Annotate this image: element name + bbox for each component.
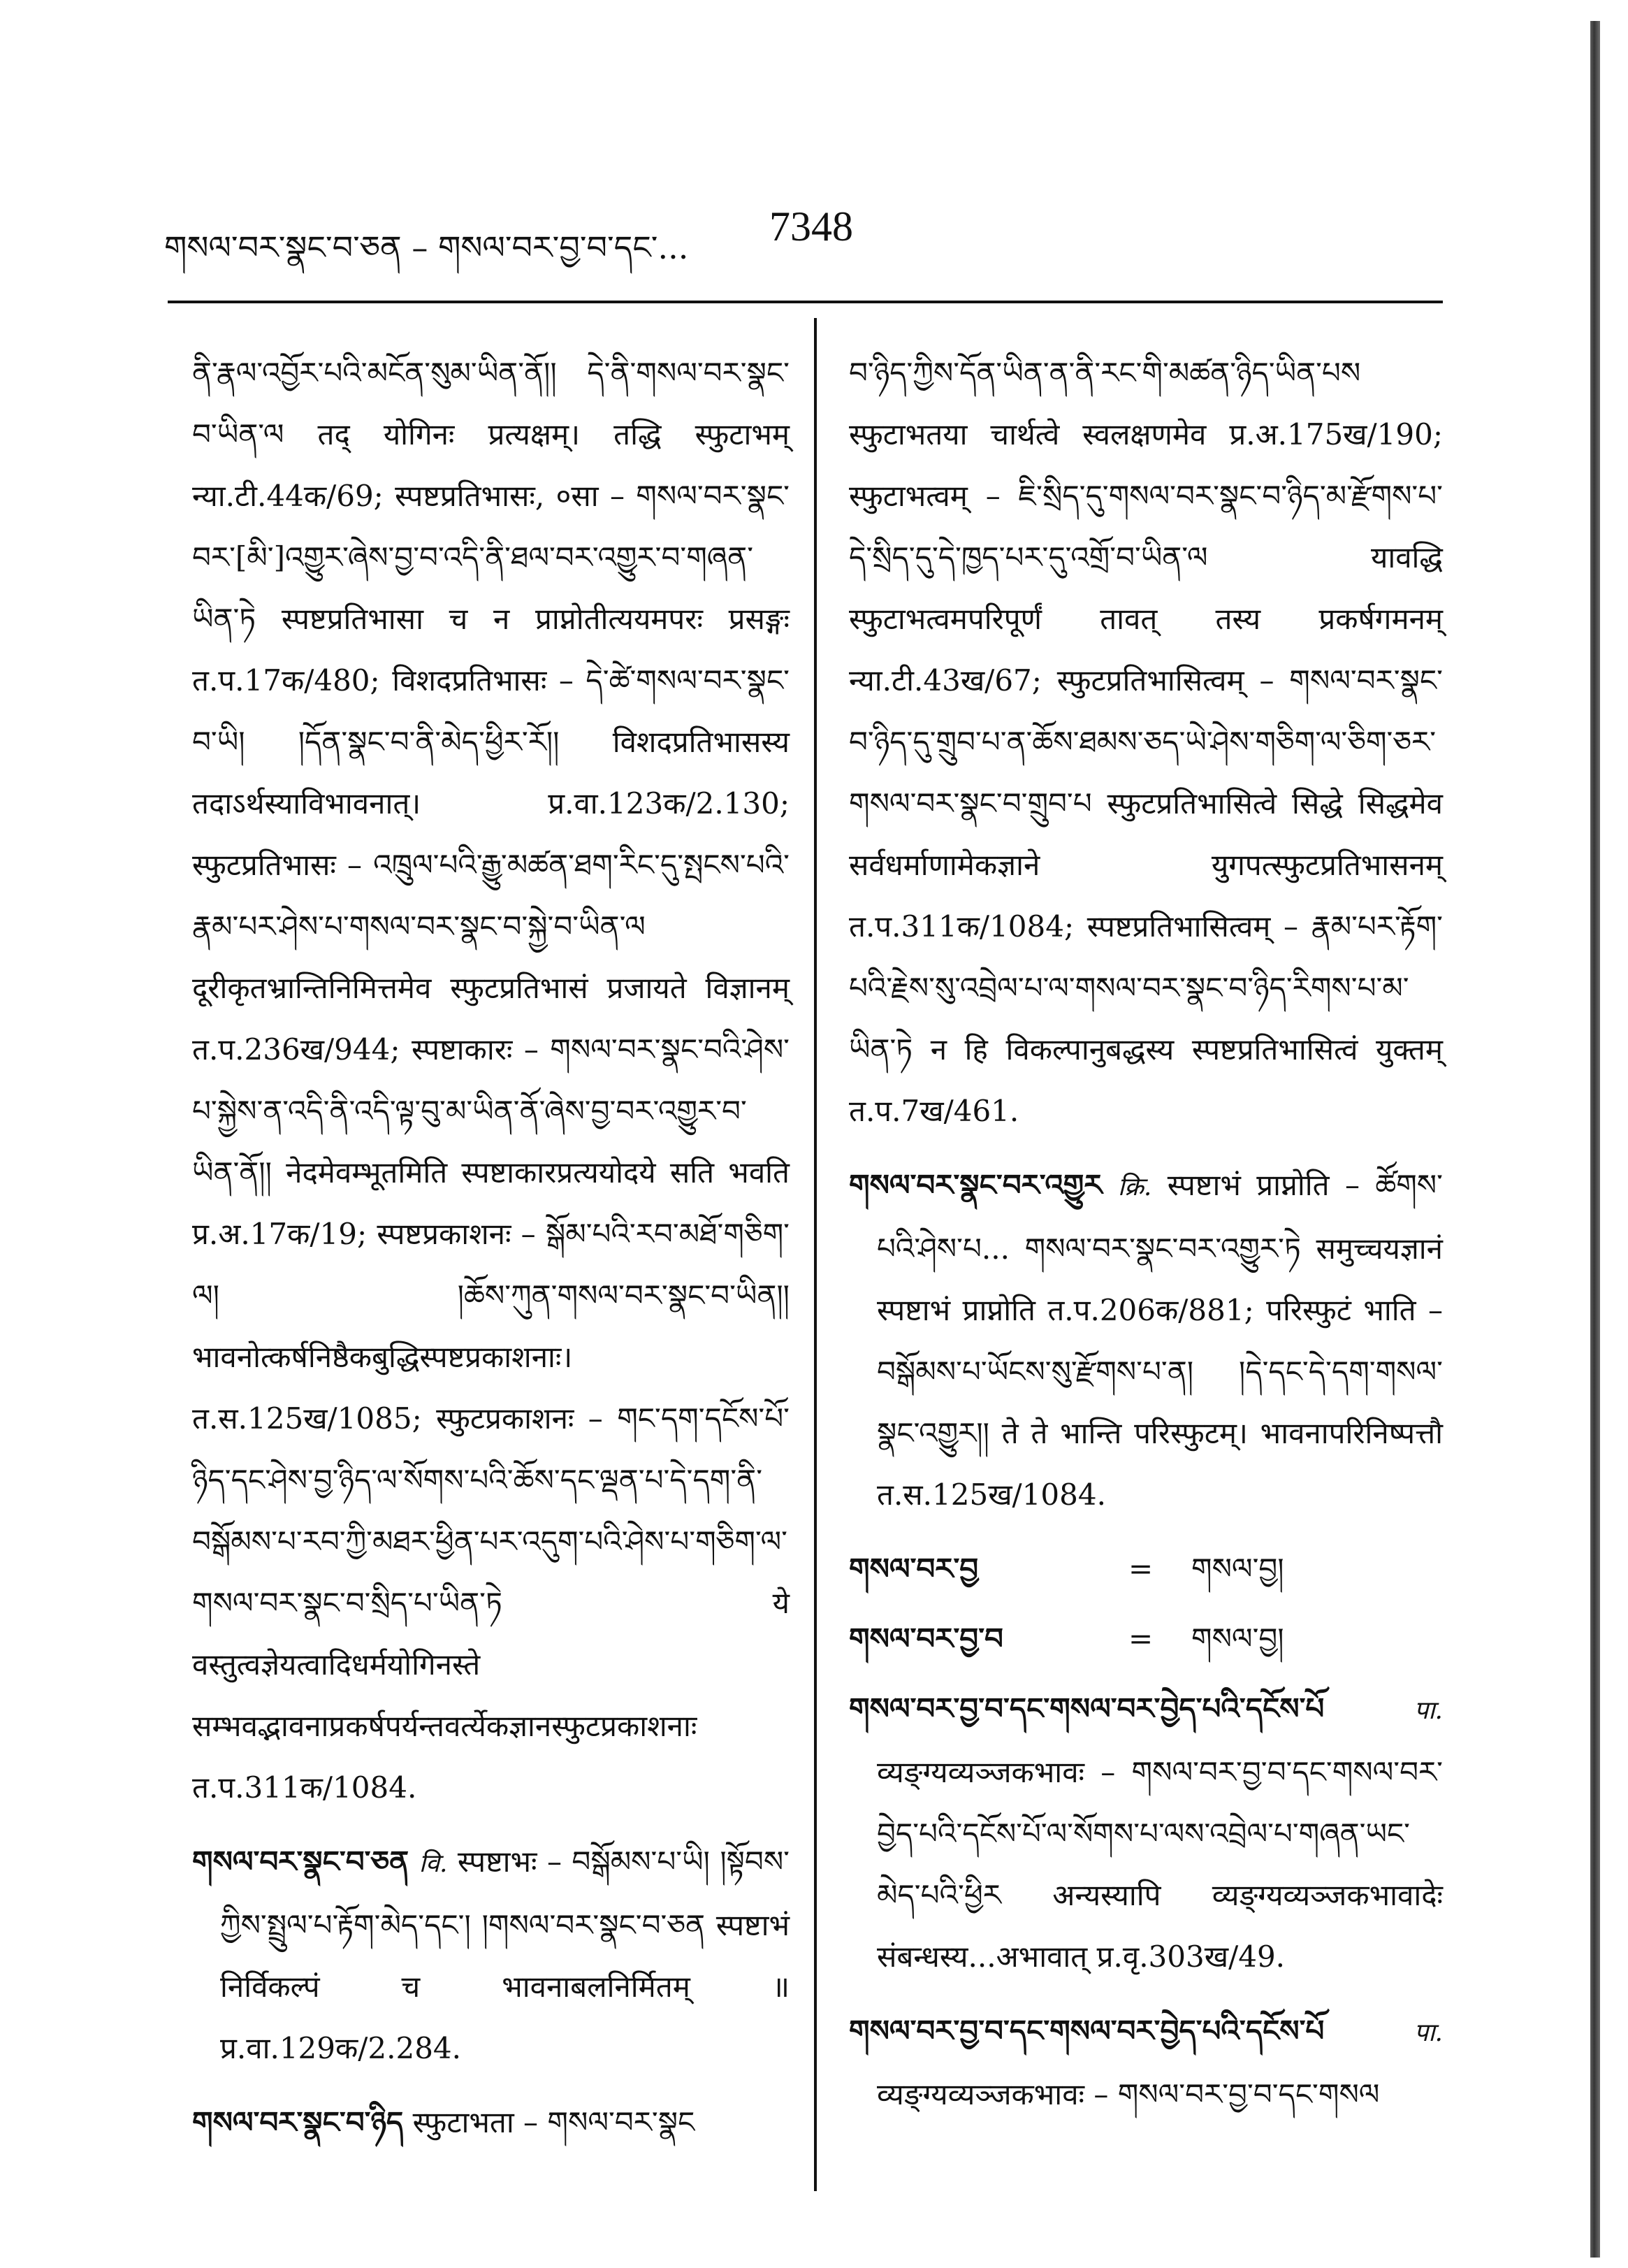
- entry-headword: གསལ་བར་སྣང་བ་ཉིད: [192, 2105, 404, 2139]
- entry-text: व्यङ्ग्यव्यञ्जकभावः – གསལ་བར་བྱ་བ་དང་གསལ་བར་བྱེད་པའི་དངོས་པོ་ལ་སོགས་པ་ལས་འབྲེལ་པ་གཞན་ཡང་མེད་པའི་ཕྱིར अन्यस्यापि व्यङ्ग्यव्यञ्जकभावादेः संबन्धस्य...अभावात् प्र.वृ.303ख/49.: [877, 1755, 1443, 1974]
- entry-headword: གསལ་བར་སྣང་བ་ཅན: [192, 1844, 409, 1879]
- page-header: [157, 203, 1450, 266]
- dictionary-entry: [849, 1678, 1443, 1988]
- entry-headword: གསལ་བར་བྱ་བ་དང་གསལ་བར་བྱེད་པའི་དངོས་པོ: [849, 2014, 1325, 2048]
- entry-grammar-label: पा.: [1413, 2018, 1443, 2047]
- xref-equals: =: [1128, 1621, 1154, 1656]
- entry-continuation: [192, 342, 790, 1819]
- xref-word: གསལ་བར་བྱ་བ: [849, 1621, 1003, 1656]
- entry-grammar-label: पा.: [1413, 1696, 1443, 1725]
- entry-grammar-label: वि.: [419, 1849, 448, 1878]
- cross-reference: [849, 1538, 1443, 1600]
- entry-text: स्पष्टाभः – བསྒོམས་པ་ཡི། །སྟོབས་ཀྱིས་སྤྲུལ་པ་རྟོག་མེད་དང་། །གསལ་བར་སྣང་བ་ཅན स्पष्टाभं निर्विकल्पं च भावनाबलनिर्मितम् ॥ प्र.वा.129क/2.284.: [220, 1844, 790, 2065]
- column-divider: [814, 318, 817, 2191]
- header-rule: [168, 301, 1443, 303]
- left-column: [192, 342, 790, 2166]
- entry-headword: གསལ་བར་བྱ་བ་དང་གསལ་བར་བྱེད་པའི་དངོས་པོ: [849, 1691, 1325, 1726]
- entry-continuation: [849, 342, 1443, 1142]
- entry-text: བ་ཉིད་ཀྱིས་དོན་ཡིན་ན་ནི་རང་གི་མཚན་ཉིད་ཡིན་པས स्फुटाभतया चार्थत्वे स्वलक्षणमेव प्र.अ.175ख/190; स्फुटाभत्वम् – ཇི་སྲིད་དུ་གསལ་བར་སྣང་བ་ཉིད་མ་རྫོགས་པ་དེ་སྲིད་དུ་དེ་ཁྱད་པར་དུ་འགྲོ་བ་ཡིན་ལ यावद्धि स्फुटाभत्वमपरिपूर्णं तावत् तस्य प्रकर्षगमनम् न्या.टी.43ख/67; स्फुटप्रतिभासित्वम् – གསལ་བར་སྣང་བ་ཉིད་དུ་གྲུབ་པ་ན་ཆོས་ཐམས་ཅད་ཡེ་ཤེས་གཅིག་ལ་ཅིག་ཅར་གསལ་བར་སྣང་བ་གྲུབ་པ स्फुटप्रतिभासित्वे सिद्धे सिद्धमेव सर्वधर्माणामेकज्ञाने युगपत्स्फुटप्रतिभासनम् त.प.311क/1084; स्पष्टप्रतिभासित्वम् – རྣམ་པར་རྟོག་པའི་རྗེས་སུ་འབྲེལ་པ་ལ་གསལ་བར་སྣང་བ་ཉིད་རིགས་པ་མ་ཡིན་ཏེ न हि विकल्पानुबद्धस्य स्पष्टप्रतिभासित्वं युक्तम् त.प.7ख/461.: [849, 356, 1443, 1128]
- right-column: [849, 342, 1443, 2138]
- xref-target: གསལ་བྱ།: [1191, 1621, 1284, 1656]
- dictionary-entry: [192, 2092, 790, 2153]
- entry-text: ནི་རྣལ་འབྱོར་པའི་མངོན་སུམ་ཡིན་ནོ།། དེ་ནི་གསལ་བར་སྣང་བ་ཡིན་ལ तद् योगिनः प्रत्यक्षम्। तद्धि स्फुटाभम् न्या.टी.44क/69; स्पष्टप्रतिभासः, ०सा – གསལ་བར་སྣང་བར་[མི་]འགྱུར་ཞེས་བྱ་བ་འདི་ནི་ཐལ་བར་འགྱུར་བ་གཞན་ཡིན་ཏེ स्पष्टप्रतिभासा च न प्राप्नोतीत्ययमपरः प्रसङ्गः त.प.17क/480; विशदप्रतिभासः – དེ་ཚེ་གསལ་བར་སྣང་བ་ཡི། །དོན་སྣང་བ་ནི་མེད་ཕྱིར་རོ།། विशदप्रतिभासस्य तदाऽर्थस्याविभावनात्। प्र.वा.123क/2.130; स्फुटप्रतिभासः – འཁྲུལ་པའི་རྒྱུ་མཚན་ཐག་རིང་དུ་སྤངས་པའི་རྣམ་པར་ཤེས་པ་གསལ་བར་སྣང་བ་སྐྱེ་བ་ཡིན་ལ दूरीकृतभ्रान्तिनिमित्तमेव स्फुटप्रतिभासं प्रजायते विज्ञानम् त.प.236ख/944; स्पष्टाकारः – གསལ་བར་སྣང་བའི་ཤེས་པ་སྐྱེས་ན་འདི་ནི་འདི་ལྟ་བུ་མ་ཡིན་ནོ་ཞེས་བྱ་བར་འགྱུར་བ་ཡིན་ནོ།། नेदमेवम्भूतमिति स्पष्टाकारप्रत्ययोदये सति भवति प्र.अ.17क/19; स्पष्टप्रकाशनः – སྒོམ་པའི་རབ་མཐོ་གཅིག་ལ། །ཆོས་ཀུན་གསལ་བར་སྣང་བ་ཡིན།། भावनोत्कर्षनिष्ठैकबुद्धिस्पष्टप्रकाशनाः। त.स.125ख/1085; स्फुटप्रकाशनः – གང་དག་དངོས་པོ་ཉིད་དང་ཤེས་བྱ་ཉིད་ལ་སོགས་པའི་ཆོས་དང་ལྡན་པ་དེ་དག་ནི་བསྒོམས་པ་རབ་ཀྱི་མཐར་ཕྱིན་པར་འདུག་པའི་ཤེས་པ་གཅིག་ལ་གསལ་བར་སྣང་བ་སྲིད་པ་ཡིན་ཏེ ये वस्तुत्वज्ञेयत्वादिधर्मयोगिनस्ते सम्भवद्भावनाप्रकर्षपर्यन्तवर्त्येकज्ञानस्फुटप्रकाशनाः त.प.311क/1084.: [192, 356, 790, 1805]
- xref-equals: =: [1128, 1552, 1154, 1586]
- scan-edge-shadow: [1590, 21, 1600, 2258]
- cross-reference: [849, 1608, 1443, 1670]
- dictionary-entry: [849, 1155, 1443, 1526]
- entry-text: स्पष्टाभं प्राप्नोति – ཚོགས་པའི་ཤེས་པ... གསལ་བར་སྣང་བར་འགྱུར་ཏེ समुच्चयज्ञानं स्पष्टाभं प्राप्नोति त.प.206क/881; परिस्फुटं भाति – བསྒོམས་པ་ཡོངས་སུ་རྫོགས་པ་ན། །དེ་དང་དེ་དག་གསལ་སྣང་འགྱུར།། ते ते भान्ति परिस्फुटम्। भावनापरिनिष्पत्तौ त.स.125ख/1084.: [877, 1168, 1443, 1512]
- entry-grammar-label: क्रि.: [1117, 1173, 1152, 1201]
- entry-text: व्यङ्ग्यव्यञ्जकभावः – གསལ་བར་བྱ་བ་དང་གསལ: [877, 2077, 1380, 2111]
- dictionary-entry: [849, 2000, 1443, 2125]
- dictionary-entry: [192, 1831, 790, 2079]
- xref-word: གསལ་བར་བྱ: [849, 1552, 979, 1586]
- header-entry-range: གསལ་བར་སྣང་བ་ཅན – གསལ་བར་བྱ་བ་དང་...: [164, 229, 689, 266]
- entry-text: स्फुटाभता – གསལ་བར་སྣང: [412, 2105, 695, 2139]
- xref-target: གསལ་བྱ།: [1191, 1552, 1284, 1586]
- entry-headword: གསལ་བར་སྣང་བར་འགྱུར: [849, 1168, 1103, 1202]
- page-number: 7348: [769, 203, 853, 250]
